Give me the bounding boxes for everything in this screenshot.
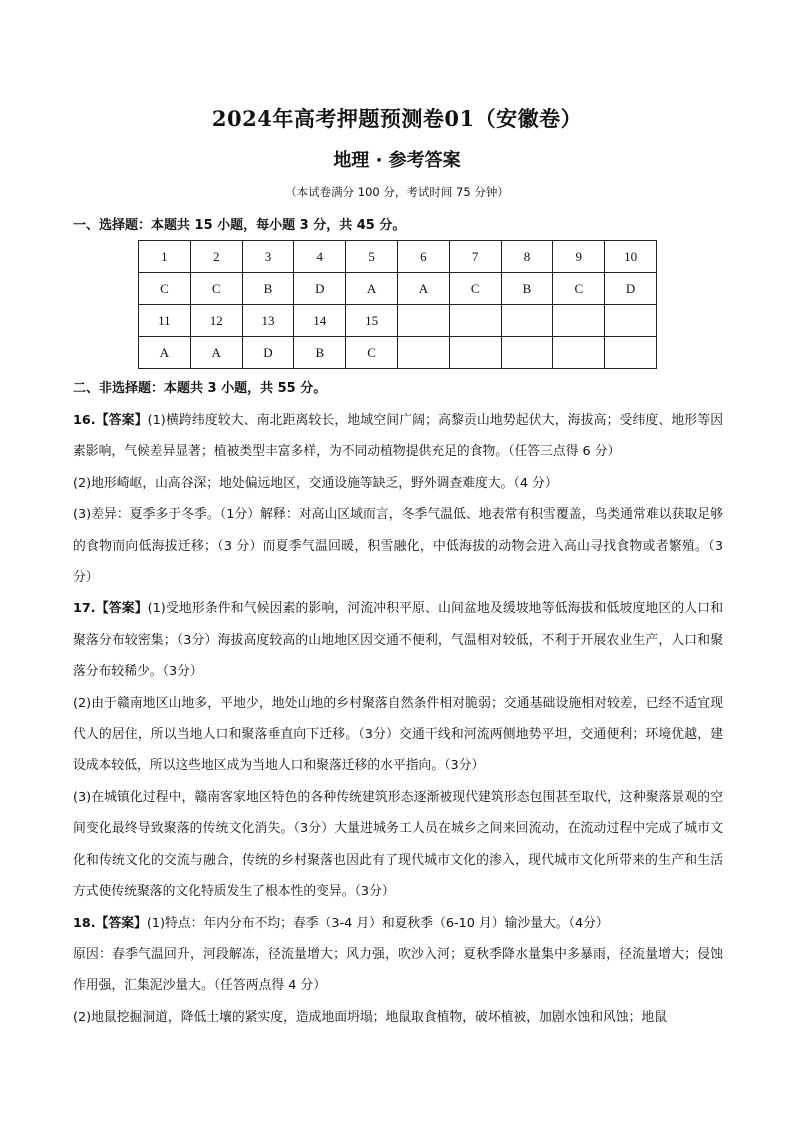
answer-text: (2)地鼠挖掘洞道，降低土壤的紧实度，造成地面坍塌；地鼠取食植物，破坏植被，加剧水蚀和风蚀；地鼠 xyxy=(73,1009,667,1025)
answer-text: (1)受地形条件和气候因素的影响，河流冲积平原、山间盆地及缓坡地等低海拔和低坡度地区的人口和聚落分布较密集；（3分）海拔高度较高的山地地区因交通不便利，气温相对较低，不利于开展农业生产，人口和聚落分布较稀少。（3分） xyxy=(73,601,723,680)
section-heading-nonchoice: 二、非选择题：本题共 3 小题，共 55 分。 xyxy=(73,381,327,396)
table-cell: 11 xyxy=(139,305,191,337)
answer-paragraph xyxy=(73,1002,723,1033)
table-cell xyxy=(449,305,501,337)
table-cell: 3 xyxy=(242,241,294,273)
table-row xyxy=(139,241,657,273)
table-cell: 14 xyxy=(294,305,346,337)
table-cell xyxy=(553,305,605,337)
table-cell: 8 xyxy=(501,241,553,273)
answer-table xyxy=(138,240,657,369)
answer-content xyxy=(73,405,723,1033)
answer-paragraph xyxy=(73,908,723,939)
answer-paragraph xyxy=(73,499,723,593)
table-cell: 15 xyxy=(346,305,398,337)
table-cell: B xyxy=(501,273,553,305)
table-row xyxy=(139,305,657,337)
answer-text: (1)特点：年内分布不均；春季（3-4 月）和夏秋季（6-10 月）输沙量大。（4分） xyxy=(146,915,609,931)
answer-text: (1)横跨纬度较大、南北距离较长，地域空间广阔；高黎贡山地势起伏大，海拔高；受纬度、地形等因素影响，气候差异显著；植被类型丰富多样，为不同动植物提供充足的食物。（任答三点得 6 分） xyxy=(73,413,723,460)
answer-paragraph xyxy=(73,593,723,687)
table-cell: 13 xyxy=(242,305,294,337)
answer-text: (2)由于赣南地区山地多，平地少，地处山地的乡村聚落自然条件相对脆弱；交通基础设施相对较差，已经不适宜现代人的居住，所以当地人口和聚落垂直向下迁移。（3分）交通干线和河流两侧地势平坦，交通便利；环境优越，建设成本较低，所以这些地区成为当地人口和聚落迁移的水平指向。（3分） xyxy=(73,695,723,774)
table-cell: 9 xyxy=(553,241,605,273)
page-subtitle: 地理 · 参考答案 xyxy=(333,150,461,171)
table-cell xyxy=(397,305,449,337)
table-cell: A xyxy=(190,337,242,369)
page-title: 2024年高考押题预测卷01（安徽卷） xyxy=(211,106,583,131)
table-cell xyxy=(605,337,657,369)
answer-paragraph xyxy=(73,468,723,499)
table-row xyxy=(139,273,657,305)
table-cell: 7 xyxy=(449,241,501,273)
table-cell: A xyxy=(397,273,449,305)
table-cell xyxy=(449,337,501,369)
table-cell xyxy=(397,337,449,369)
table-cell: C xyxy=(553,273,605,305)
table-cell: D xyxy=(605,273,657,305)
exam-note: （本试卷满分 100 分，考试时间 75 分钟） xyxy=(285,185,509,199)
answer-text: (3)在城镇化过程中，赣南客家地区特色的各种传统建筑形态逐渐被现代建筑形态包围甚至取代，这种聚落景观的空间变化最终导致聚落的传统文化消失。（3分）大量进城务工人员在城乡之间来回流动，在流动过程中完成了城市文化和传统文化的交流与融合，传统的乡村聚落也因此有了现代城市文化的渗入，现代城市文化所带来的生产和生活方式使传统聚落的文化特质发生了根本性的变异。（3分） xyxy=(73,789,723,900)
table-cell xyxy=(605,305,657,337)
table-cell: C xyxy=(190,273,242,305)
table-cell: 10 xyxy=(605,241,657,273)
table-cell: C xyxy=(449,273,501,305)
section-heading-choice: 一、选择题：本题共 15 小题，每小题 3 分，共 45 分。 xyxy=(73,218,406,233)
table-cell: 2 xyxy=(190,241,242,273)
answer-paragraph xyxy=(73,688,723,782)
answer-text: (2)地形崎岖，山高谷深；地处偏远地区，交通设施等缺乏，野外调查难度大。（4 分） xyxy=(73,475,558,491)
table-cell xyxy=(501,337,553,369)
table-cell: 6 xyxy=(397,241,449,273)
answer-text: (3)差异：夏季多于冬季。（1分）解释：对高山区域而言，冬季气温低、地表常有积雪覆盖，鸟类通常难以获取足够的食物而向低海拔迁移；（3 分）而夏季气温回暖，积雪融化，中低海拔的动物会进入高山寻找食物或者繁殖。（3分） xyxy=(73,507,723,586)
answer-paragraph xyxy=(73,939,723,1002)
table-cell: C xyxy=(346,337,398,369)
question-number: 18.【答案】 xyxy=(73,915,147,931)
answer-paragraph xyxy=(73,405,723,468)
table-cell: B xyxy=(242,273,294,305)
question-number: 16.【答案】 xyxy=(73,413,148,428)
table-cell xyxy=(553,337,605,369)
question-number: 17.【答案】 xyxy=(73,601,148,617)
table-cell: 5 xyxy=(346,241,398,273)
table-cell: D xyxy=(242,337,294,369)
table-cell: A xyxy=(346,273,398,305)
table-cell: A xyxy=(139,337,191,369)
table-cell: B xyxy=(294,337,346,369)
answer-paragraph xyxy=(73,782,723,908)
table-cell: 12 xyxy=(190,305,242,337)
table-cell: 4 xyxy=(294,241,346,273)
table-cell: 1 xyxy=(139,241,191,273)
answer-text: 原因：春季气温回升，河段解冻，径流量增大；风力强，吹沙入河；夏秋季降水量集中多暴雨，径流量增大；侵蚀作用强，汇集泥沙量大。（任答两点得 4 分） xyxy=(73,946,723,994)
table-cell: C xyxy=(139,273,191,305)
table-cell xyxy=(501,305,553,337)
table-row xyxy=(139,337,657,369)
table-cell: D xyxy=(294,273,346,305)
